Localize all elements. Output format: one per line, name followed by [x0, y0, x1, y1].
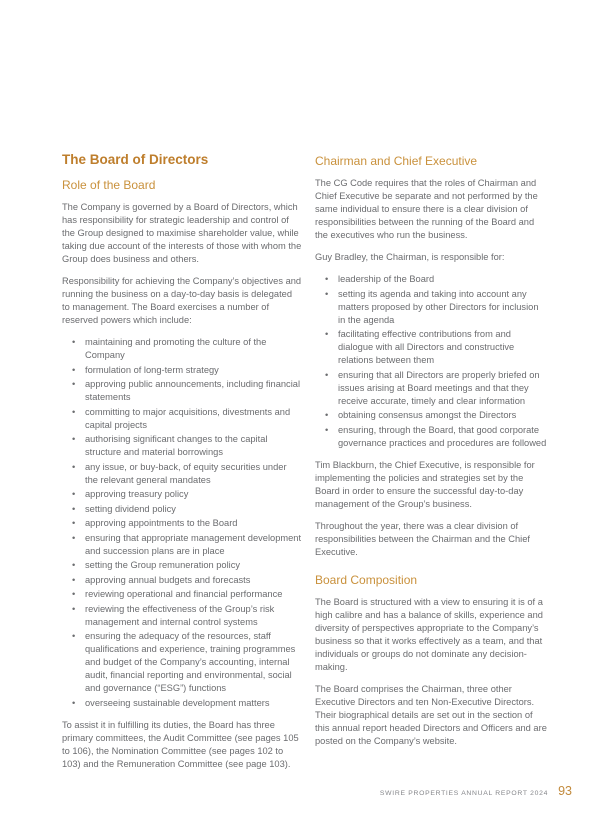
- paragraph-cg-code: The CG Code requires that the roles of Chairman and Chief Executive be separate and not performed by the same individual to ensure there is a clear division of responsibilities between the running of the Board and the executives who run the business.: [315, 178, 538, 240]
- paragraph-tim-blackburn: Tim Blackburn, the Chief Executive, is responsible for implementing the policies and strategies set by the Board in order to ensure the successful day-to-day management of the Group’s business.: [315, 459, 535, 509]
- bullet-item: • any issue, or buy-back, of equity securities under the relevant general mandates: [72, 461, 302, 487]
- reserved-powers-list: [62, 336, 302, 710]
- bullet-item: • ensuring that all Directors are properly briefed on issues arising at Board meetings and that they receive accurate, timely and clear information: [325, 369, 547, 408]
- right-column: [315, 152, 547, 780]
- footer-report-title: SWIRE PROPERTIES ANNUAL REPORT 2024: [379, 790, 549, 797]
- chairman-responsibilities-list: [315, 273, 547, 450]
- bullet-item: • overseeing sustainable development matters: [72, 697, 302, 710]
- paragraph-governance: The Company is governed by a Board of Directors, which has responsibility for strategic leadership and control of the Group designed to maximise shareholder value, while taking due account of the interests of those with whom the Group does business and others.: [62, 202, 302, 264]
- two-column-layout: [62, 152, 547, 780]
- bullet-item: • ensuring, through the Board, that good corporate governance practices and procedures are followed: [325, 424, 547, 450]
- paragraph-committees: To assist it in fulfilling its duties, the Board has three primary committees, the Audit Committee (see pages 105 to 106), the Nomination Committee (see pages 102 to 103) and the Remuneration Committee (see page 103).: [62, 719, 299, 769]
- bullet-item: • ensuring that appropriate management development and succession plans are in place: [72, 532, 302, 558]
- section-heading-role-of-the-board: Role of the Board: [62, 178, 156, 192]
- bullet-item: • facilitating effective contributions from and dialogue with all Directors and constructive relations between them: [325, 328, 547, 367]
- bullet-item: • approving treasury policy: [72, 488, 302, 501]
- footer-page-number: 93: [558, 784, 572, 798]
- bullet-item: • setting dividend policy: [72, 503, 302, 516]
- bullet-item: • formulation of long-term strategy: [72, 364, 302, 377]
- bullet-item: • reviewing the effectiveness of the Group’s risk management and internal control systems: [72, 603, 302, 629]
- paragraph-division-of-responsibilities: Throughout the year, there was a clear division of responsibilities between the Chairman and the Chief Executive.: [315, 520, 530, 557]
- bullet-item: • approving public announcements, including financial statements: [72, 378, 302, 404]
- bullet-item: • setting its agenda and taking into account any matters proposed by other Directors for inclusion in the agenda: [325, 288, 547, 327]
- left-column: [62, 152, 302, 780]
- bullet-item: • setting the Group remuneration policy: [72, 559, 302, 572]
- paragraph-board-structure: The Board is structured with a view to ensuring it is of a high calibre and has a balance of skills, experience and diversity of perspectives appropriate to the Company’s business so that it works effectively as a team, and that individuals or groups do not dominate any decision-making.: [315, 596, 543, 672]
- section-heading-board-composition: Board Composition: [315, 572, 418, 587]
- bullet-item: • authorising significant changes to the capital structure and material borrowings: [72, 433, 302, 459]
- bullet-item: • approving appointments to the Board: [72, 517, 302, 530]
- paragraph-board-members: The Board comprises the Chairman, three other Executive Directors and ten Non-Executive Directors. Their biographical details are set out in the section of this annual report headed Directors and Officers and are posted on the Company’s website.: [315, 683, 547, 746]
- bullet-item: • obtaining consensus amongst the Directors: [325, 409, 547, 422]
- paragraph-guy-bradley: Guy Bradley, the Chairman, is responsible for:: [315, 252, 505, 262]
- bullet-item: • committing to major acquisitions, divestments and capital projects: [72, 406, 302, 432]
- bullet-item: • reviewing operational and financial performance: [72, 588, 302, 601]
- bullet-item: • maintaining and promoting the culture of the Company: [72, 336, 302, 362]
- bullet-item: • ensuring the adequacy of the resources, staff qualifications and experience, training programmes and budget of the Company’s accounting, internal audit, financial reporting and environmental, social and governance (“ESG”) functions: [72, 630, 302, 695]
- section-heading-chairman-and-chief-executive: Chairman and Chief Executive: [315, 154, 478, 168]
- page-title: The Board of Directors: [62, 152, 209, 167]
- paragraph-responsibility: Responsibility for achieving the Company’s objectives and running the business on a day-to-day basis is delegated to management. The Board exercises a number of reserved powers which include:: [62, 276, 302, 325]
- bullet-item: • leadership of the Board: [325, 273, 547, 286]
- page-footer: [380, 784, 572, 798]
- bullet-item: • approving annual budgets and forecasts: [72, 574, 302, 587]
